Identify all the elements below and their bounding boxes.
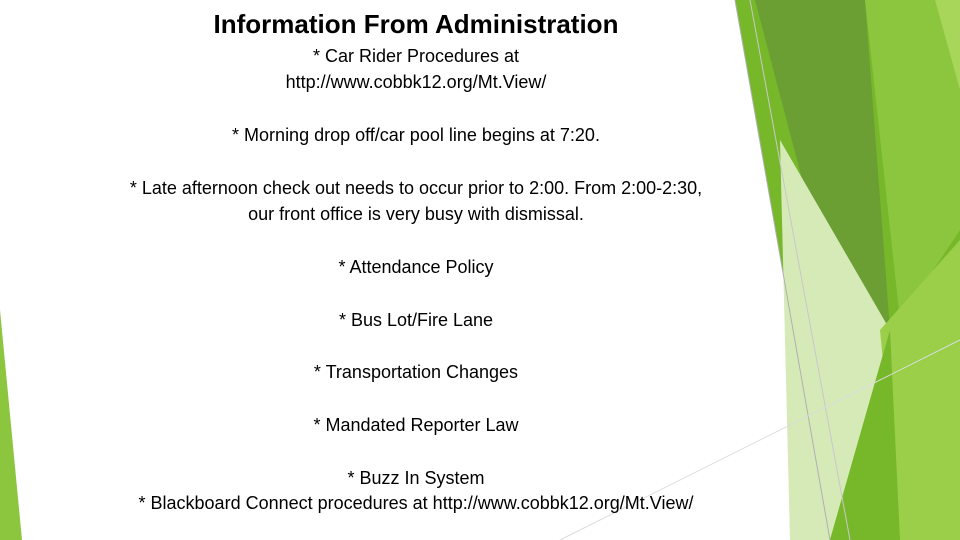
bullet-late-checkout: * Late afternoon check out needs to occur prior to 2:00. From 2:00-2:30, — [129, 178, 703, 198]
car-rider-url: http://www.cobbk12.org/Mt.View/ — [285, 72, 547, 92]
bullet-transportation: * Transportation Changes — [313, 362, 519, 382]
bullet-car-rider: * Car Rider Procedures at — [312, 46, 520, 66]
bullet-bus-lot: * Bus Lot/Fire Lane — [338, 310, 494, 330]
slide-title: Information From Administration — [213, 9, 619, 39]
late-checkout-continued: our front office is very busy with dismissal. — [248, 204, 584, 224]
overflow-text-fragment: ssal. — [690, 519, 731, 539]
bullet-mandated-reporter: * Mandated Reporter Law — [313, 415, 519, 435]
bullet-morning-dropoff: * Morning drop off/car pool line begins at 7:20. — [232, 125, 600, 145]
bullet-blackboard-connect: * Blackboard Connect procedures at http://www.cobbk12.org/Mt.View/ — [138, 493, 694, 513]
bullet-buzz-in: * Buzz In System — [347, 468, 485, 488]
bullet-attendance: * Attendance Policy — [338, 257, 494, 277]
